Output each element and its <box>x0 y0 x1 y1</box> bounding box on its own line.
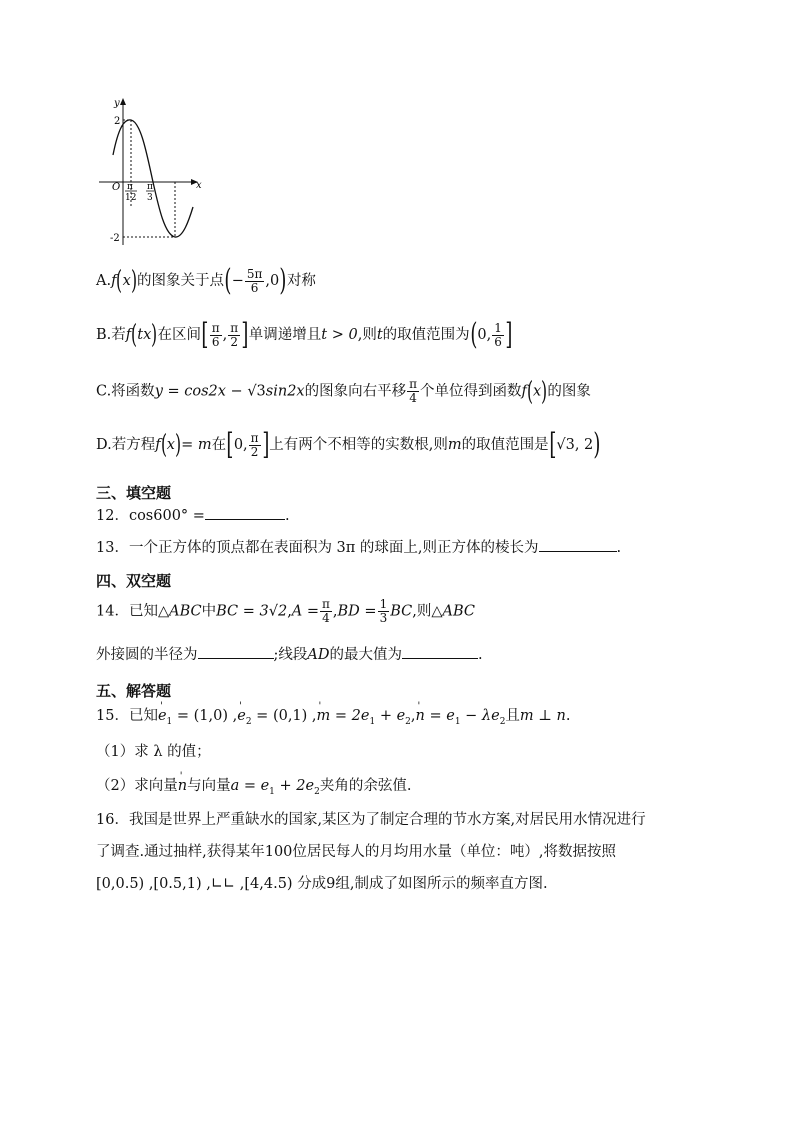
option-b: B.若f(tx)在区间[ $\frac{\pi}{6}$ , $\frac{\pi}{2}$ ]单调递增且t > 0,则t的取值范围为(0, $\frac{1}{6}$ ] <box>96 317 513 352</box>
section-fill-blank: 三、填空题 <box>96 484 172 502</box>
question-16-line3: [0,0.5) ,[0.5,1) ,∟∟ ,[4,4.5) 分成9组,制成了如图所示的频率直方图. <box>96 876 548 892</box>
question-12: 12．cos600° = . <box>96 505 290 526</box>
question-15: 15．已知' $e_1 = (1,0)$ ,' $e_2 = (0,1)$ ,' $m = 2e_1 + e_2,'$ $n = e_1 - \lambda e_2$且m ⊥ n. <box>96 706 570 732</box>
graph-x-label: x <box>196 180 202 191</box>
question-14-line1: 14．已知△ABC中BC = 3√2,A = $\frac{\pi}{4}$ ,BD = $\frac{1}{3}$ BC,则△ABC <box>96 597 476 625</box>
graph-y-bottom: -2 <box>110 233 120 244</box>
answer-blank[interactable] <box>402 644 478 659</box>
question-16-line1: 16．我国是世界上严重缺水的国家,某区为了制定合理的节水方案,对居民用水情况进行 <box>96 812 646 828</box>
answer-blank[interactable] <box>205 505 285 520</box>
question-14-line2: 外接圆的半径为 ;线段AD的最大值为 . <box>96 644 483 665</box>
section-double-blank: 四、双空题 <box>96 572 172 590</box>
question-15-part2: （2）求向量' n与向量$a = e_1 + 2e_2$夹角的余弦值. <box>96 776 411 802</box>
question-13: 13．一个正方体的顶点都在表面积为 3π 的球面上,则正方体的棱长为 . <box>96 537 621 558</box>
section-answer: 五、解答题 <box>96 682 172 700</box>
y-axis-arrow <box>120 98 126 105</box>
tick1-num: π <box>127 182 133 192</box>
graph-y-label: y <box>114 98 120 109</box>
tick2-den: 3 <box>147 193 153 203</box>
option-a: A.f(x)的图象关于点(− $\frac{5\pi}{6}$ ,0)对称 <box>96 263 316 298</box>
option-d: D.若方程f(x)= m在[0, $\frac{\pi}{2}$ ]上有两个不相等的实数根,则m的取值范围是[√3, 2) <box>96 427 601 462</box>
tick1-den: 12 <box>125 193 137 203</box>
graph-origin: O <box>112 182 121 193</box>
question-16-line2: 了调查.通过抽样,获得某年100位居民每人的月均用水量（单位：吨）,将数据按照 <box>96 844 617 860</box>
sine-curve <box>113 120 193 237</box>
question-15-part1: （1）求 λ 的值； <box>96 744 211 760</box>
answer-blank[interactable] <box>539 537 617 552</box>
tick2-num: π <box>147 182 153 192</box>
graph-y-top: 2 <box>114 116 121 127</box>
sine-graph <box>95 95 210 250</box>
answer-blank[interactable] <box>198 644 274 659</box>
option-c: C.将函数y = cos2x − √3sin2x的图象向右平移 $\frac{\pi}{4}$ 个单位得到函数f(x)的图象 <box>96 376 591 407</box>
